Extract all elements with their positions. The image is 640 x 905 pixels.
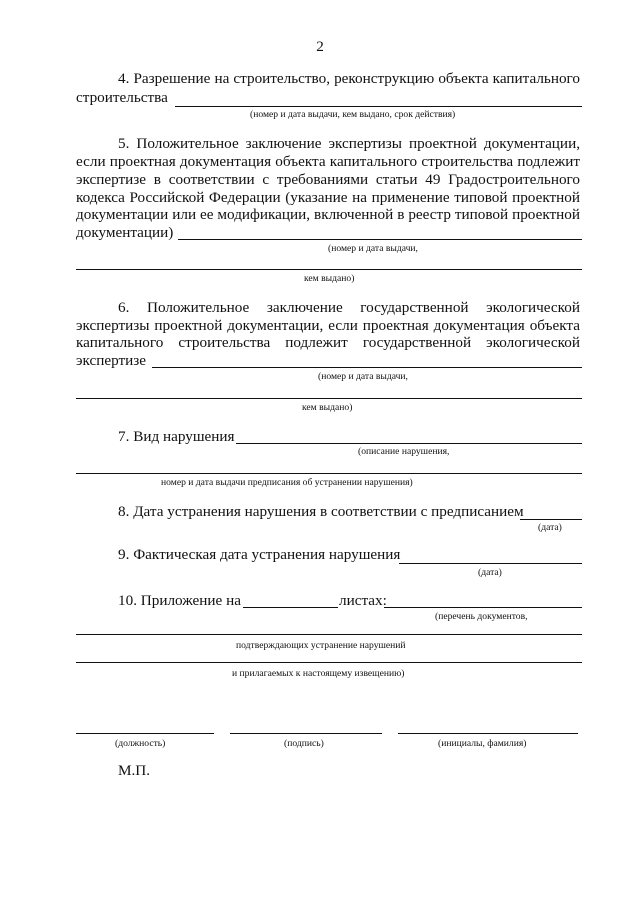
item5-caption2: кем выдано) [304,273,355,284]
name-line [398,733,578,734]
page-number: 2 [316,38,324,55]
signature-line [230,733,382,734]
item5-fill-line2 [76,269,582,270]
item10-caption2: подтверждающих устранение нарушений [236,640,406,651]
item10-caption3: и прилагаемых к настоящему извещению) [232,668,405,679]
item10-fill-line2 [76,634,582,635]
item5-fill-line1 [178,239,582,240]
item6-caption2: кем выдано) [302,402,353,413]
item5-line1: 5. Положительное заключение экспертизы проектной документации, [118,135,580,152]
stamp-label: М.П. [118,762,151,779]
item6-fill-line2 [76,398,582,399]
item6-line1: 6. Положительное заключение государственной экологической [118,299,580,316]
item5-line2: если проектная документация объекта капитального строительства подлежит [76,153,580,170]
item6-line3: капитального строительства подлежит государственной экологической [76,334,580,351]
item8-fill-line [520,519,582,520]
item8-label: 8. Дата устранения нарушения в соответствии с предписанием [118,503,524,520]
item4-line2: строительства [76,89,168,106]
item7-label: 7. Вид нарушения [118,428,235,445]
item10-fill-line3 [76,662,582,663]
item7-fill-line1 [236,443,582,444]
name-caption: (инициалы, фамилия) [438,738,527,749]
position-line [76,733,214,734]
item9-caption: (дата) [478,567,502,578]
item5-line6: документации) [76,224,174,241]
item10-label-start: 10. Приложение на [118,592,241,609]
item7-fill-line2 [76,473,582,474]
item5-line4: кодекса Российской Федерации (указание на применение типовой проектной [76,189,580,206]
item5-line3: экспертизе в соответствии с требованиями статьи 49 Градостроительного [76,171,580,188]
item9-fill-line [399,563,582,564]
item6-line2: экспертизы проектной документации, если проектная документация объекта [76,317,580,334]
item4-fill-line [175,106,582,107]
item9-label: 9. Фактическая дата устранения нарушения [118,546,401,563]
item4-line1: 4. Разрешение на строительство, реконструкцию объекта капитального [118,70,580,87]
item4-caption: (номер и дата выдачи, кем выдано, срок действия) [250,109,456,120]
item10-label-mid: листах: [339,592,387,609]
item8-caption: (дата) [538,522,562,533]
item5-caption1: (номер и дата выдачи, [328,243,418,254]
item10-fill-line1 [384,607,582,608]
item7-caption2: номер и дата выдачи предписания об устранении нарушения) [161,477,413,488]
item6-caption1: (номер и дата выдачи, [318,371,408,382]
item6-line4: экспертизе [76,352,147,369]
position-caption: (должность) [115,738,166,749]
signature-caption: (подпись) [284,738,324,749]
item10-caption1: (перечень документов, [435,611,528,622]
item7-caption1: (описание нарушения, [358,446,450,457]
item10-pages-line [243,607,338,608]
item6-fill-line1 [152,367,582,368]
item5-line5: документации или ее модификации, включенной в реестр типовой проектной [76,206,580,223]
